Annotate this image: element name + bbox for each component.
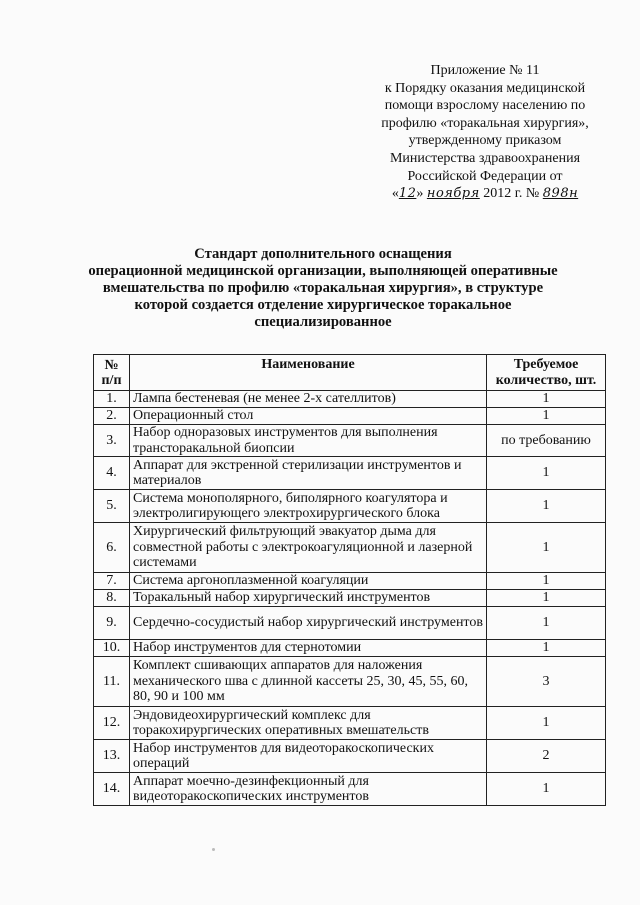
table-row bbox=[94, 640, 606, 657]
scan-speck bbox=[212, 848, 215, 851]
row-quantity: 3 bbox=[487, 657, 606, 707]
table-row bbox=[94, 607, 606, 640]
row-name: Система аргоноплазменной коагуляции bbox=[130, 573, 487, 590]
row-quantity: 1 bbox=[487, 707, 606, 740]
row-number: 13. bbox=[94, 740, 130, 773]
row-number: 6. bbox=[94, 523, 130, 573]
appendix-line: Приложение № 11 bbox=[430, 63, 540, 78]
date-open-quote: « bbox=[391, 186, 399, 202]
appendix-line: Министерства здравоохранения bbox=[389, 150, 581, 166]
header-qty: Требуемое количество, шт. bbox=[487, 355, 606, 391]
row-quantity: 1 bbox=[487, 490, 606, 523]
row-quantity: 1 bbox=[487, 523, 606, 573]
table-row bbox=[94, 573, 606, 590]
row-name: Торакальный набор хирургический инструментов bbox=[130, 590, 487, 607]
row-quantity: 1 bbox=[487, 573, 606, 590]
row-number: 2. bbox=[94, 408, 130, 425]
row-name: Аппарат моечно-дезинфекционный для видеоторакоскопических инструментов bbox=[130, 773, 487, 806]
row-quantity: 1 bbox=[487, 773, 606, 806]
row-name: Аппарат для экстренной стерилизации инструментов и материалов bbox=[130, 457, 487, 490]
table-row bbox=[94, 740, 606, 773]
table-row bbox=[94, 523, 606, 573]
row-name: Система монополярного, биполярного коагулятора и электролигирующего электрохирургического блока bbox=[130, 490, 487, 523]
row-name: Набор инструментов для видеоторакоскопических операций bbox=[130, 740, 487, 773]
appendix-line: профилю «торакальная хирургия», bbox=[381, 115, 589, 131]
appendix-header bbox=[360, 62, 610, 203]
date-close-quote: » bbox=[416, 186, 424, 202]
title-line: специализированное bbox=[254, 314, 392, 330]
order-date-line bbox=[360, 185, 610, 203]
date-year: 2012 г. № bbox=[483, 186, 540, 202]
title-line: вмешательства по профилю «торакальная хирургия», в структуре bbox=[102, 280, 544, 296]
row-number: 5. bbox=[94, 490, 130, 523]
row-quantity: 1 bbox=[487, 590, 606, 607]
title-line: которой создается отделение хирургическое торакальное bbox=[134, 297, 512, 313]
row-number: 9. bbox=[94, 607, 130, 640]
table-row bbox=[94, 657, 606, 707]
row-number: 8. bbox=[94, 590, 130, 607]
row-number: 10. bbox=[94, 640, 130, 657]
date-month-handwritten: ноября bbox=[426, 186, 480, 202]
order-number-handwritten: 898н bbox=[542, 186, 579, 202]
row-quantity: 1 bbox=[487, 640, 606, 657]
row-number: 7. bbox=[94, 573, 130, 590]
row-quantity: 1 bbox=[487, 408, 606, 425]
row-name: Комплект сшивающих аппаратов для наложения механического шва с длинной кассеты 25, 30, 45, 55, 60, 80, 90 и 100 мм bbox=[130, 657, 487, 707]
appendix-line: к Порядку оказания медицинской bbox=[384, 80, 586, 96]
table-row bbox=[94, 391, 606, 408]
row-name: Набор инструментов для стернотомии bbox=[130, 640, 487, 657]
row-quantity: по требованию bbox=[487, 425, 606, 457]
header-num: № п/п bbox=[94, 355, 130, 391]
table-row bbox=[94, 707, 606, 740]
row-number: 3. bbox=[94, 425, 130, 457]
row-name: Операционный стол bbox=[130, 408, 487, 425]
row-name: Лампа бестеневая (не менее 2-х сателлитов) bbox=[130, 391, 487, 408]
row-name: Набор одноразовых инструментов для выполнения трансторакальной биопсии bbox=[130, 425, 487, 457]
title-line: операционной медицинской организации, выполняющей оперативные bbox=[88, 263, 558, 279]
date-day-handwritten: 12 bbox=[398, 186, 417, 202]
table-header-row bbox=[94, 355, 606, 391]
table-row bbox=[94, 490, 606, 523]
table-row bbox=[94, 457, 606, 490]
table-row bbox=[94, 773, 606, 806]
appendix-line: Российской Федерации от bbox=[407, 168, 563, 184]
row-name: Хирургический фильтрующий эвакуатор дыма для совместной работы с электрокоагуляционной и лазерной системами bbox=[130, 523, 487, 573]
equipment-table bbox=[93, 354, 606, 806]
appendix-line: утвержденному приказом bbox=[408, 133, 562, 149]
row-quantity: 1 bbox=[487, 607, 606, 640]
row-name: Эндовидеохирургический комплекс для торакохирургических оперативных вмешательств bbox=[130, 707, 487, 740]
row-number: 1. bbox=[94, 391, 130, 408]
row-quantity: 1 bbox=[487, 457, 606, 490]
row-number: 4. bbox=[94, 457, 130, 490]
row-number: 11. bbox=[94, 657, 130, 707]
table-row bbox=[94, 590, 606, 607]
document-title bbox=[40, 246, 606, 331]
title-line: Стандарт дополнительного оснащения bbox=[194, 246, 452, 262]
table-row bbox=[94, 425, 606, 457]
row-quantity: 1 bbox=[487, 391, 606, 408]
appendix-line: помощи взрослому населению по bbox=[384, 98, 586, 114]
row-name: Сердечно-сосудистый набор хирургический инструментов bbox=[130, 607, 487, 640]
row-number: 14. bbox=[94, 773, 130, 806]
header-name: Наименование bbox=[130, 355, 487, 391]
table-row bbox=[94, 408, 606, 425]
row-number: 12. bbox=[94, 707, 130, 740]
row-quantity: 2 bbox=[487, 740, 606, 773]
